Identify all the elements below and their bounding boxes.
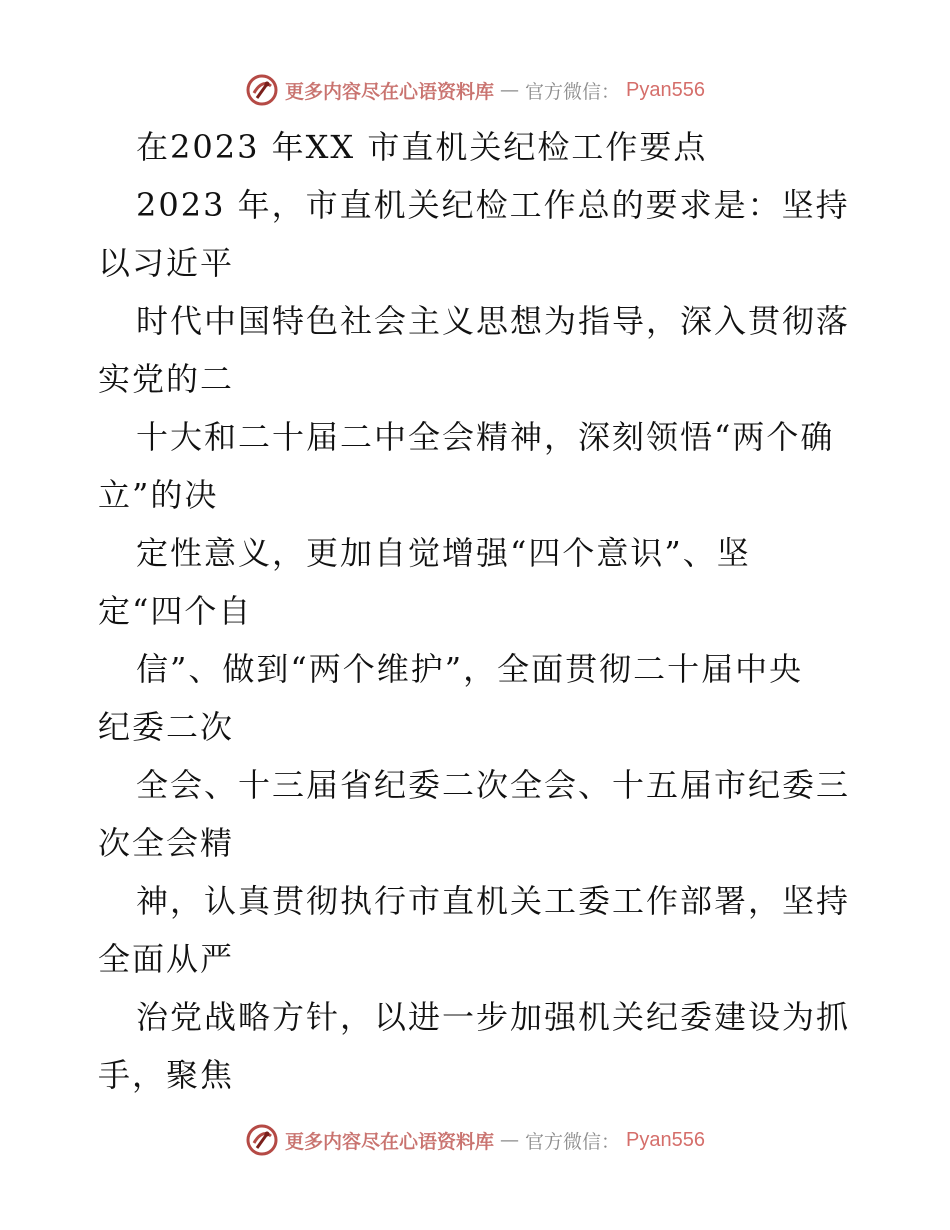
seal-logo-icon bbox=[245, 73, 279, 107]
document-line: 十大和二十届二中全会精神，深刻领悟“两个确 bbox=[136, 418, 835, 456]
document-line: 信”、做到“两个维护”，全面贯彻二十届中央 bbox=[136, 650, 804, 688]
document-line: 定“四个自 bbox=[98, 592, 253, 630]
document-line: 2023 年，市直机关纪检工作总的要求是：坚持 bbox=[136, 186, 850, 224]
document-line: 纪委二次 bbox=[98, 708, 235, 746]
document-line: 定性意义，更加自觉增强“四个意识”、坚 bbox=[136, 534, 751, 572]
watermark-sub-text: 官方微信： bbox=[525, 1130, 621, 1153]
watermark-separator: — bbox=[500, 79, 520, 101]
document-line: 以习近平 bbox=[98, 244, 235, 282]
document-line: 全会、十三届省纪委二次全会、十五届市纪委三 bbox=[136, 766, 851, 804]
document-body bbox=[98, 118, 858, 1104]
watermark-main-text: 更多内容尽在心语资料库 bbox=[285, 80, 495, 103]
watermark-wechat-id: Pyan556 bbox=[626, 78, 705, 101]
watermark-main-text: 更多内容尽在心语资料库 bbox=[285, 1130, 495, 1153]
seal-logo-icon bbox=[245, 1123, 279, 1157]
document-line: 时代中国特色社会主义思想为指导，深入贯彻落 bbox=[136, 302, 851, 340]
document-title-line: 在2023 年XX 市直机关纪检工作要点 bbox=[136, 128, 708, 166]
footer-watermark bbox=[0, 1120, 950, 1160]
document-line: 治党战略方针，以进一步加强机关纪委建设为抓 bbox=[136, 998, 851, 1036]
document-line: 手，聚焦 bbox=[98, 1056, 235, 1094]
document-line: 全面从严 bbox=[98, 940, 235, 978]
watermark-separator: — bbox=[500, 1129, 520, 1151]
document-line: 实党的二 bbox=[98, 360, 235, 398]
document-line: 次全会精 bbox=[98, 824, 235, 862]
document-line: 神，认真贯彻执行市直机关工委工作部署，坚持 bbox=[136, 882, 851, 920]
document-line: 立”的决 bbox=[98, 476, 219, 514]
watermark-sub-text: 官方微信： bbox=[525, 80, 621, 103]
watermark-wechat-id: Pyan556 bbox=[626, 1128, 705, 1151]
header-watermark bbox=[0, 70, 950, 110]
